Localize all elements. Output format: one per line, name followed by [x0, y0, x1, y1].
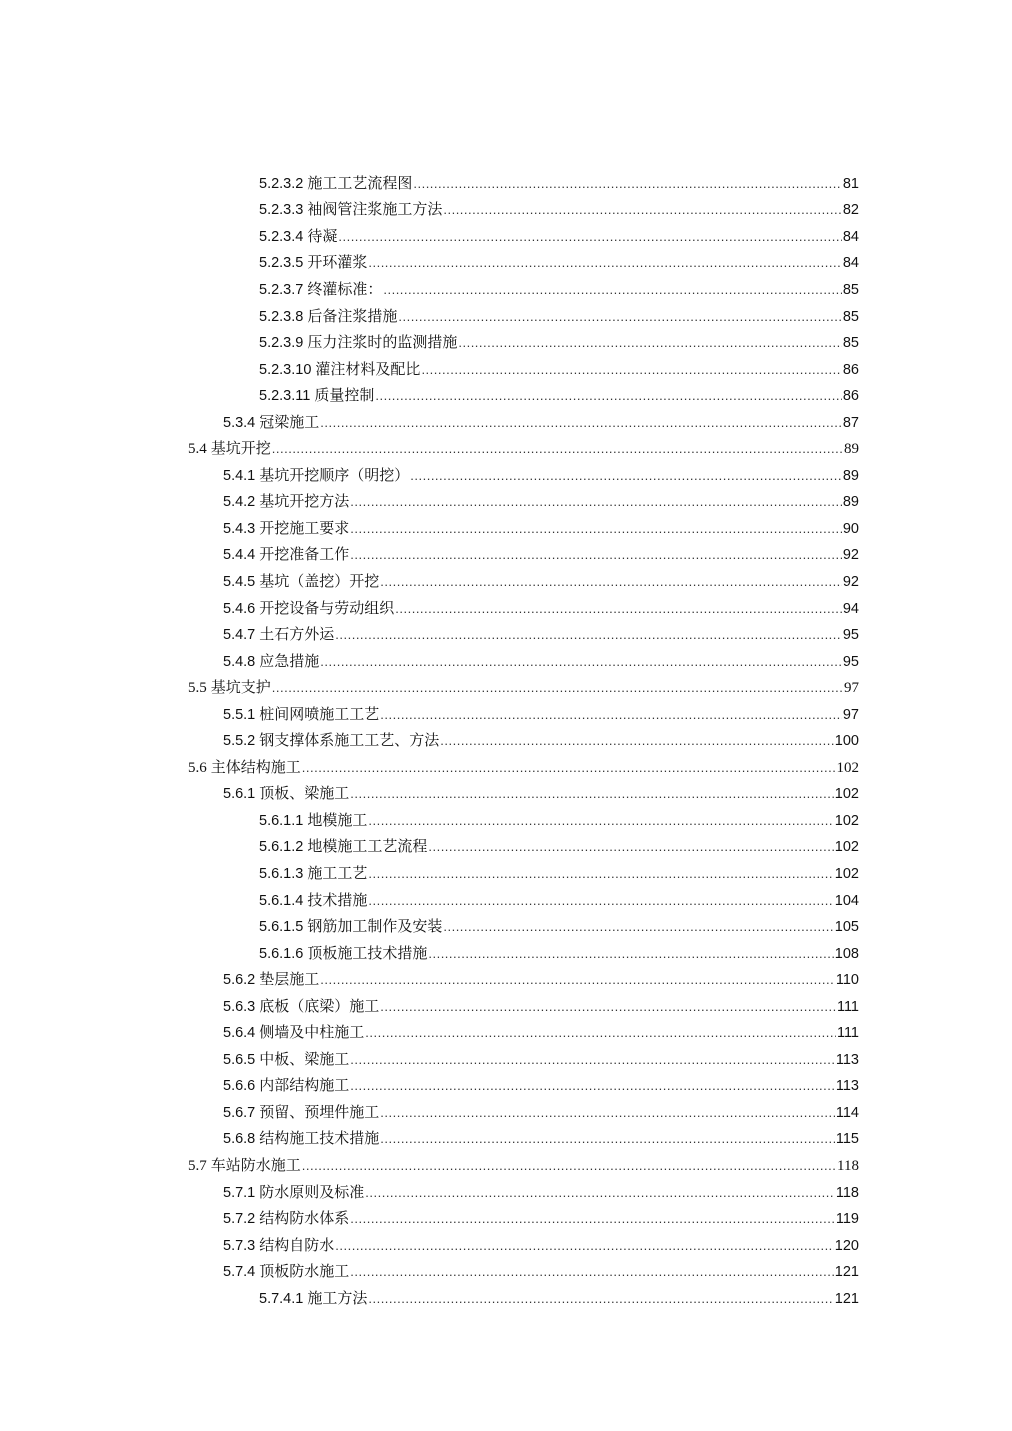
toc-entry[interactable] — [0, 1098, 1012, 1125]
toc-section-number: 5.2.3.5 — [259, 255, 304, 272]
toc-page-number: 86 — [842, 361, 859, 378]
toc-section-title: 中板、梁施工 — [259, 1049, 350, 1068]
toc-section-title: 地模施工 — [307, 810, 368, 829]
toc-section-title: 基坑支护 — [210, 678, 271, 697]
toc-entry-line — [223, 623, 859, 644]
toc-dot-leader — [368, 255, 842, 270]
toc-entry[interactable] — [0, 620, 1012, 647]
toc-page-number: 121 — [834, 1290, 859, 1307]
toc-section-title: 钢支撑体系施工工艺、方法 — [259, 731, 440, 750]
toc-entry[interactable] — [0, 965, 1012, 992]
toc-entry-line — [223, 995, 859, 1016]
toc-entry[interactable] — [0, 939, 1012, 966]
toc-dot-leader — [365, 1025, 836, 1040]
toc-entry[interactable] — [0, 196, 1012, 223]
toc-page-number: 105 — [834, 919, 859, 936]
toc-page-number: 95 — [842, 653, 859, 670]
toc-entry[interactable] — [0, 302, 1012, 329]
toc-entry-line — [223, 1127, 859, 1148]
toc-page-number: 111 — [836, 998, 859, 1015]
toc-entry-line — [259, 809, 859, 830]
toc-dot-leader — [380, 707, 842, 722]
toc-section-number: 5.4.1 — [223, 467, 256, 484]
toc-dot-leader — [428, 839, 833, 854]
toc-entry-line — [223, 1101, 859, 1122]
toc-page-number: 81 — [842, 175, 859, 192]
toc-section-number: 5.6.1.2 — [259, 839, 304, 856]
toc-page-number: 111 — [836, 1025, 859, 1042]
toc-section-number: 5.6.6 — [223, 1078, 256, 1095]
toc-dot-leader — [350, 786, 834, 801]
toc-section-number: 5.4.8 — [223, 653, 256, 670]
toc-section-number: 5.6.1.5 — [259, 919, 304, 936]
toc-entry[interactable] — [0, 594, 1012, 621]
toc-entry[interactable] — [0, 726, 1012, 753]
toc-entry[interactable] — [0, 647, 1012, 674]
toc-entry[interactable] — [0, 1231, 1012, 1258]
toc-entry-line — [223, 1207, 859, 1228]
toc-entry[interactable] — [0, 1204, 1012, 1231]
toc-section-title: 顶板、梁施工 — [259, 784, 350, 803]
toc-dot-leader — [335, 627, 842, 642]
toc-dot-leader — [443, 919, 833, 934]
toc-entry[interactable] — [0, 567, 1012, 594]
toc-entry[interactable] — [0, 222, 1012, 249]
toc-entry[interactable] — [0, 541, 1012, 568]
toc-entry-line — [223, 411, 859, 432]
toc-entry-line — [188, 1154, 859, 1175]
toc-section-number: 5.2.3.10 — [259, 361, 312, 378]
toc-section-number: 5.6.8 — [223, 1131, 256, 1148]
table-of-contents — [0, 169, 1012, 1311]
toc-section-number: 5.4.4 — [223, 547, 256, 564]
toc-dot-leader — [350, 1078, 835, 1093]
toc-entry[interactable] — [0, 806, 1012, 833]
toc-page-number: 102 — [834, 839, 859, 856]
toc-entry[interactable] — [0, 461, 1012, 488]
toc-entry-line — [223, 729, 859, 750]
toc-page-number: 102 — [834, 812, 859, 829]
toc-page-number: 89 — [842, 467, 859, 484]
toc-dot-leader — [421, 362, 841, 377]
toc-entry[interactable] — [0, 673, 1012, 700]
toc-dot-leader — [383, 282, 842, 297]
toc-dot-leader — [380, 1131, 835, 1146]
toc-section-number: 5.6 — [188, 759, 207, 776]
toc-page-number: 115 — [835, 1131, 859, 1148]
toc-entry[interactable] — [0, 886, 1012, 913]
toc-entry[interactable] — [0, 992, 1012, 1019]
toc-dot-leader — [368, 866, 833, 881]
toc-section-number: 5.4.6 — [223, 600, 256, 617]
toc-section-title: 顶板防水施工 — [259, 1262, 350, 1281]
toc-section-title: 施工工艺 — [307, 863, 368, 882]
toc-dot-leader — [428, 946, 833, 961]
toc-entry-line — [223, 1234, 859, 1255]
toc-dot-leader — [335, 1238, 834, 1253]
toc-entry-line — [223, 782, 859, 803]
toc-section-number: 5.6.1.6 — [259, 945, 304, 962]
toc-entry[interactable] — [0, 408, 1012, 435]
toc-section-title: 底板（底梁）施工 — [259, 996, 380, 1015]
toc-entry[interactable] — [0, 912, 1012, 939]
toc-entry[interactable] — [0, 434, 1012, 461]
toc-entry-line — [223, 1021, 859, 1042]
toc-section-title: 终灌标准： — [307, 279, 383, 298]
toc-dot-leader — [440, 733, 834, 748]
toc-page-number: 102 — [834, 786, 859, 803]
toc-section-number: 5.2.3.7 — [259, 281, 304, 298]
toc-dot-leader — [410, 468, 842, 483]
toc-section-title: 防水原则及标准 — [259, 1182, 365, 1201]
toc-page-number: 85 — [842, 281, 859, 298]
toc-section-number: 5.6.1.1 — [259, 812, 304, 829]
toc-section-number: 5.4.3 — [223, 520, 256, 537]
toc-section-title: 质量控制 — [314, 386, 375, 405]
toc-section-title: 袖阀管注浆施工方法 — [307, 200, 443, 219]
toc-section-title: 内部结构施工 — [259, 1076, 350, 1095]
toc-section-title: 地模施工工艺流程 — [307, 837, 428, 856]
toc-page-number: 86 — [842, 388, 859, 405]
toc-page-number: 87 — [842, 414, 859, 431]
toc-page-number: 84 — [842, 255, 859, 272]
toc-section-number: 5.6.7 — [223, 1104, 256, 1121]
toc-dot-leader — [368, 813, 833, 828]
toc-section-number: 5.6.1.4 — [259, 892, 304, 909]
toc-entry-line — [223, 968, 859, 989]
toc-page-number: 97 — [844, 680, 859, 697]
toc-page-number: 104 — [834, 892, 859, 909]
toc-section-title: 车站防水施工 — [210, 1156, 301, 1174]
toc-section-title: 基坑开挖顺序（明挖） — [259, 465, 410, 484]
toc-section-number: 5.5.1 — [223, 706, 256, 723]
toc-section-title: 压力注浆时的监测措施 — [307, 333, 458, 352]
toc-entry-line — [259, 915, 859, 936]
toc-entry[interactable] — [0, 514, 1012, 541]
toc-section-number: 5.2.3.9 — [259, 335, 304, 352]
toc-section-number: 5.6.2 — [223, 972, 256, 989]
toc-page-number: 85 — [842, 308, 859, 325]
toc-dot-leader — [413, 176, 842, 191]
toc-section-number: 5.7.2 — [223, 1211, 256, 1228]
toc-dot-leader — [350, 547, 842, 562]
toc-page-number: 82 — [842, 202, 859, 219]
toc-section-number: 5.6.5 — [223, 1051, 256, 1068]
toc-entry-line — [259, 278, 859, 299]
toc-entry-line — [259, 862, 859, 883]
toc-page-number: 90 — [842, 520, 859, 537]
toc-section-title: 基坑（盖挖）开挖 — [259, 571, 380, 590]
toc-section-number: 5.2.3.3 — [259, 202, 304, 219]
toc-section-number: 5.6.4 — [223, 1025, 256, 1042]
toc-section-title: 待凝 — [307, 226, 338, 245]
toc-section-title: 垫层施工 — [259, 970, 320, 989]
toc-entry[interactable] — [0, 1257, 1012, 1284]
toc-section-title: 侧墙及中柱施工 — [259, 1023, 365, 1042]
toc-entry-line — [259, 305, 859, 326]
toc-entry-line — [223, 1181, 859, 1202]
toc-entry-line — [223, 570, 859, 591]
toc-entry-line — [188, 756, 859, 777]
toc-section-number: 5.7 — [188, 1158, 207, 1174]
toc-page-number: 89 — [844, 441, 859, 458]
toc-entry-line — [259, 835, 859, 856]
toc-page-number: 92 — [842, 573, 859, 590]
toc-page-number: 110 — [835, 972, 859, 989]
toc-section-number: 5.4.2 — [223, 494, 256, 511]
toc-section-title: 开挖准备工作 — [259, 545, 350, 564]
toc-entry-line — [223, 1048, 859, 1069]
toc-section-title: 技术措施 — [307, 890, 368, 909]
toc-entry[interactable] — [0, 1151, 1012, 1178]
toc-entry-line — [223, 650, 859, 671]
toc-dot-leader — [458, 335, 842, 350]
toc-section-number: 5.6.3 — [223, 998, 256, 1015]
toc-section-number: 5.5 — [188, 680, 207, 697]
toc-section-number: 5.2.3.11 — [259, 388, 311, 405]
toc-page-number: 100 — [834, 733, 859, 750]
toc-page-number: 97 — [842, 706, 859, 723]
toc-page-number: 85 — [842, 335, 859, 352]
toc-entry-line — [259, 331, 859, 352]
toc-dot-leader — [350, 1052, 835, 1067]
toc-dot-leader — [320, 654, 842, 669]
toc-page-number: 108 — [834, 945, 859, 962]
toc-section-number: 5.4.5 — [223, 573, 256, 590]
toc-entry[interactable] — [0, 780, 1012, 807]
toc-section-title: 施工方法 — [307, 1288, 368, 1307]
toc-entry[interactable] — [0, 1045, 1012, 1072]
toc-entry[interactable] — [0, 328, 1012, 355]
toc-dot-leader — [380, 999, 836, 1014]
toc-entry[interactable] — [0, 859, 1012, 886]
toc-section-title: 开挖设备与劳动组织 — [259, 598, 395, 617]
toc-section-title: 开挖施工要求 — [259, 518, 350, 537]
toc-page-number: 118 — [835, 1184, 859, 1201]
toc-section-title: 钢筋加工制作及安装 — [307, 917, 443, 936]
toc-entry-line — [259, 942, 859, 963]
toc-section-number: 5.7.3 — [223, 1237, 256, 1254]
toc-dot-leader — [350, 1264, 834, 1279]
toc-entry-line — [223, 543, 859, 564]
toc-entry-line — [259, 889, 859, 910]
toc-section-number: 5.5.2 — [223, 733, 256, 750]
toc-entry[interactable] — [0, 169, 1012, 196]
toc-entry[interactable] — [0, 753, 1012, 780]
toc-section-title: 开环灌浆 — [307, 253, 368, 272]
toc-dot-leader — [350, 494, 842, 509]
toc-entry-line — [259, 358, 859, 379]
toc-section-title: 预留、预埋件施工 — [259, 1102, 380, 1121]
toc-dot-leader — [338, 229, 842, 244]
toc-entry-line — [223, 464, 859, 485]
toc-entry-line — [188, 437, 859, 458]
toc-page-number: 102 — [834, 865, 859, 882]
toc-dot-leader — [302, 760, 836, 775]
toc-dot-leader — [368, 893, 833, 908]
toc-page-number: 94 — [842, 600, 859, 617]
toc-entry-line — [259, 225, 859, 246]
toc-dot-leader — [272, 441, 843, 456]
toc-entry[interactable] — [0, 1019, 1012, 1046]
toc-dot-leader — [368, 1291, 833, 1306]
toc-page-number: 92 — [842, 547, 859, 564]
toc-dot-leader — [375, 388, 842, 403]
toc-entry-line — [259, 198, 859, 219]
toc-entry-line — [223, 517, 859, 538]
toc-dot-leader — [320, 972, 835, 987]
toc-entry-line — [188, 676, 859, 697]
toc-section-title: 主体结构施工 — [210, 757, 301, 776]
toc-section-number: 5.4 — [188, 441, 207, 458]
toc-section-title: 土石方外运 — [259, 625, 335, 644]
toc-entry[interactable] — [0, 1125, 1012, 1152]
toc-entry-line — [223, 597, 859, 618]
toc-section-title: 应急措施 — [259, 651, 320, 670]
toc-entry-line — [223, 1074, 859, 1095]
toc-section-title: 灌注材料及配比 — [315, 359, 421, 378]
toc-entry[interactable] — [0, 700, 1012, 727]
toc-dot-leader — [380, 574, 842, 589]
toc-entry-line — [259, 384, 859, 405]
toc-dot-leader — [395, 601, 842, 616]
toc-dot-leader — [272, 680, 843, 695]
toc-entry-line — [259, 1287, 859, 1308]
toc-dot-leader — [320, 415, 842, 430]
toc-section-title: 桩间网喷施工工艺 — [259, 704, 380, 723]
toc-section-number: 5.2.3.8 — [259, 308, 304, 325]
toc-entry-line — [223, 703, 859, 724]
toc-section-title: 施工工艺流程图 — [307, 173, 413, 192]
toc-section-title: 顶板施工技术措施 — [307, 943, 428, 962]
toc-dot-leader — [398, 309, 842, 324]
toc-page-number: 95 — [842, 627, 859, 644]
toc-section-number: 5.6.1 — [223, 786, 256, 803]
toc-dot-leader — [350, 1211, 835, 1226]
toc-page-number: 113 — [835, 1051, 859, 1068]
toc-section-title: 冠梁施工 — [259, 412, 320, 431]
toc-dot-leader — [443, 202, 842, 217]
toc-entry-line — [259, 251, 859, 272]
toc-section-number: 5.7.4 — [223, 1264, 256, 1281]
toc-entry-line — [223, 1260, 859, 1281]
toc-dot-leader — [365, 1185, 835, 1200]
toc-entry-line — [223, 490, 859, 511]
toc-section-number: 5.4.7 — [223, 627, 256, 644]
toc-section-number: 5.3.4 — [223, 414, 256, 431]
toc-page-number: 114 — [835, 1104, 859, 1121]
toc-dot-leader — [350, 521, 842, 536]
toc-section-number: 5.7.1 — [223, 1184, 256, 1201]
toc-section-title: 后备注浆措施 — [307, 306, 398, 325]
toc-page-number: 89 — [842, 494, 859, 511]
toc-section-title: 基坑开挖 — [210, 439, 271, 458]
toc-section-number: 5.6.1.3 — [259, 865, 304, 882]
toc-section-number: 5.2.3.2 — [259, 175, 304, 192]
toc-entry[interactable] — [0, 488, 1012, 515]
toc-entry[interactable] — [0, 1178, 1012, 1205]
toc-section-title: 结构防水体系 — [259, 1209, 350, 1228]
toc-entry[interactable] — [0, 381, 1012, 408]
toc-page-number: 118 — [837, 1158, 859, 1174]
toc-entry[interactable] — [0, 833, 1012, 860]
toc-entry[interactable] — [0, 355, 1012, 382]
toc-entry[interactable] — [0, 1072, 1012, 1099]
toc-section-title: 结构施工技术措施 — [259, 1129, 380, 1148]
toc-page-number: 121 — [834, 1264, 859, 1281]
toc-section-title: 基坑开挖方法 — [259, 492, 350, 511]
toc-page-number: 84 — [842, 228, 859, 245]
toc-section-number: 5.2.3.4 — [259, 228, 304, 245]
toc-page-number: 119 — [835, 1211, 859, 1228]
toc-entry[interactable] — [0, 249, 1012, 276]
toc-page-number: 113 — [835, 1078, 859, 1095]
toc-entry[interactable] — [0, 1284, 1012, 1311]
toc-section-number: 5.7.4.1 — [259, 1290, 304, 1307]
toc-entry-line — [259, 172, 859, 193]
toc-dot-leader — [302, 1158, 836, 1173]
toc-section-title: 结构自防水 — [259, 1235, 335, 1254]
toc-entry[interactable] — [0, 275, 1012, 302]
toc-page-number: 102 — [836, 759, 859, 776]
toc-page-number: 120 — [834, 1237, 859, 1254]
toc-dot-leader — [380, 1105, 835, 1120]
